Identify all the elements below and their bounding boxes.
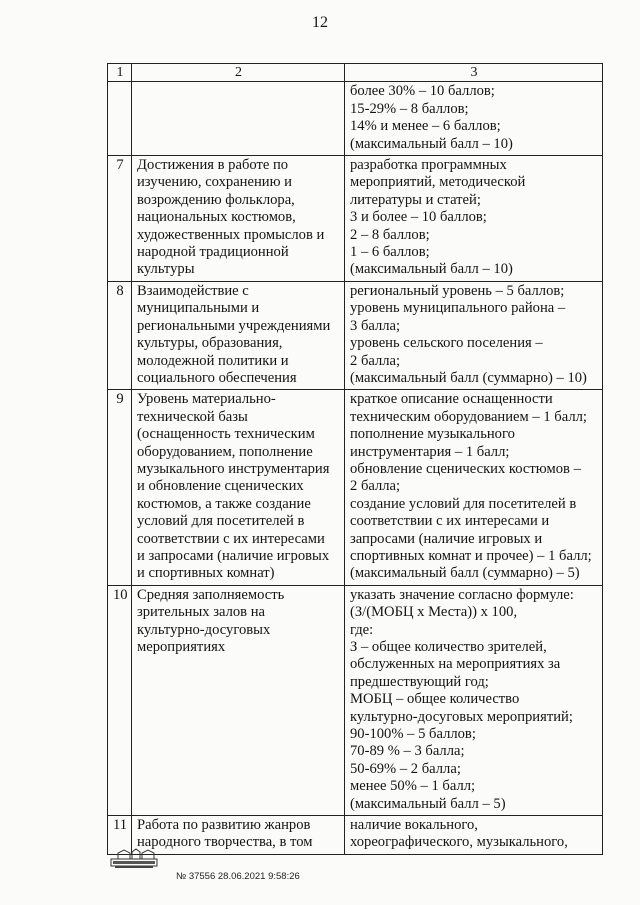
method-cell-line: 2 балла; (350, 478, 401, 495)
method-cell-line: (максимальный балл – 10) (350, 261, 513, 278)
method-cell-line: культурно-досуговых мероприятий; (350, 708, 573, 725)
method-cell-line: инструментария – 1 балл; (350, 443, 510, 460)
criterion-cell-line: и запросами (наличие игровых (137, 547, 330, 564)
table-header-row (108, 64, 603, 82)
criterion-cell-line: зрительных залов на (137, 604, 266, 621)
method-cell-line: указать значение согласно формуле: (350, 586, 574, 603)
method-cell-line: (максимальный балл – 10) (350, 135, 513, 152)
method-cell-line: 2 – 8 баллов; (350, 226, 430, 243)
method-cell-line: 14% и менее – 6 баллов; (350, 118, 501, 135)
row-number: 7 (108, 156, 132, 282)
table-row (108, 816, 603, 855)
criterion-cell-line: культуры, образования, (137, 335, 283, 352)
row-number (108, 82, 132, 156)
method-cell-line: пополнение музыкального (350, 426, 515, 443)
table-row (108, 585, 603, 815)
criterion-cell-line: Средняя заполняемость (137, 586, 285, 603)
criterion-cell-line: музыкального инструментария (137, 460, 330, 477)
criterion-cell-line: мероприятиях (137, 639, 226, 655)
method-cell-line: (максимальный балл (суммарно) – 10) (350, 369, 587, 386)
criterion-cell (132, 585, 345, 815)
method-cell-line: более 30% – 10 баллов; (350, 83, 495, 100)
method-cell-line: 50-69% – 2 балла; (350, 760, 461, 777)
method-cell-line: МОБЦ – общее количество (350, 691, 520, 708)
criterion-cell-line: художественных промыслов и (137, 226, 325, 243)
criterion-cell-line: Работа по развитию жанров (137, 817, 311, 834)
method-cell (345, 585, 603, 815)
method-cell (345, 816, 603, 855)
method-cell-line: 2 балла; (350, 352, 401, 369)
row-number: 10 (108, 585, 132, 815)
method-cell-line: 1 – 6 баллов; (350, 244, 430, 261)
method-cell-line: уровень сельского поселения – (350, 335, 543, 352)
criterion-cell-line: соответствии с их интересами (137, 530, 325, 547)
criterion-cell-line: костюмов, а также создание (137, 495, 311, 512)
document-stamp: № 37556 28.06.2021 9:58:26 (176, 871, 300, 882)
method-cell-line: региональный уровень – 5 баллов; (350, 282, 565, 299)
table-row (108, 390, 603, 585)
header-col-3: 3 (345, 64, 603, 82)
method-cell-line: З – общее количество зрителей, (350, 639, 547, 655)
criterion-cell-line: изучению, сохранению и (137, 174, 292, 191)
method-cell-line: создание условий для посетителей в (350, 495, 577, 512)
method-cell-line: 3 балла; (350, 317, 401, 334)
criterion-cell-line: национальных костюмов, (137, 209, 296, 226)
criterion-cell-line: социального обеспечения (137, 369, 297, 386)
method-cell-line: 70-89 % – 3 балла; (350, 743, 465, 760)
criterion-cell-line: региональными учреждениями (137, 317, 331, 334)
method-cell-line: техническим оборудованием – 1 балл; (350, 408, 587, 425)
criterion-cell-line: (оснащенность техническим (137, 426, 315, 443)
method-cell-line: запросами (наличие игровых и (350, 530, 543, 547)
method-cell (345, 281, 603, 389)
method-cell-line: разработка программных (350, 157, 507, 174)
criterion-cell (132, 82, 345, 156)
method-cell-line: (максимальный балл – 5) (350, 795, 506, 812)
method-cell-line: 15-29% – 8 баллов; (350, 100, 469, 117)
method-cell (345, 390, 603, 585)
criterion-cell-line: культуры (137, 261, 195, 278)
criterion-cell-line: и обновление сценических (137, 478, 304, 495)
criterion-cell-line: Достижения в работе по (137, 157, 289, 174)
criterion-cell-line: и спортивных комнат) (137, 565, 275, 582)
method-cell-line: мероприятий, методической (350, 174, 526, 191)
table-row (108, 82, 603, 156)
method-cell-line: спортивных комнат и прочее) – 1 балл; (350, 547, 592, 564)
method-cell-line: соответствии с их интересами и (350, 513, 550, 530)
criterion-cell-line: муниципальными и (137, 300, 260, 317)
criterion-cell (132, 156, 345, 282)
registry-emblem-icon (110, 847, 158, 869)
method-cell-line: 90-100% – 5 баллов; (350, 726, 476, 743)
criterion-cell-line: культурно-досуговых (137, 621, 271, 638)
criterion-cell-line: условий для посетителей в (137, 513, 305, 530)
method-cell-line: 3 и более – 10 баллов; (350, 209, 487, 226)
method-cell-line: хореографического, музыкального, (350, 834, 568, 851)
table-row (108, 156, 603, 282)
criterion-cell-line: народного творчества, в том (137, 834, 313, 851)
method-cell-line: обновление сценических костюмов – (350, 460, 581, 477)
method-cell (345, 82, 603, 156)
criterion-cell-line: возрождению фольклора, (137, 191, 295, 208)
method-cell-line: обслуженных на мероприятиях за (350, 656, 561, 673)
method-cell-line: (З/(МОБЦ х Места)) х 100, (350, 604, 518, 621)
criterion-cell-line: Уровень материально- (137, 391, 276, 408)
criterion-cell-line: народной традиционной (137, 244, 289, 261)
row-number: 8 (108, 281, 132, 389)
method-cell-line: предшествующий год; (350, 673, 489, 690)
row-number: 11 (108, 816, 132, 855)
method-cell-line: краткое описание оснащенности (350, 391, 553, 408)
method-cell-line: литературы и статей; (350, 191, 481, 208)
criteria-table (107, 63, 603, 855)
method-cell-line: (максимальный балл (суммарно) – 5) (350, 565, 580, 582)
row-number: 9 (108, 390, 132, 585)
header-col-2: 2 (132, 64, 345, 82)
criterion-cell (132, 816, 345, 855)
header-col-1: 1 (108, 64, 132, 82)
method-cell-line: где: (350, 621, 374, 638)
method-cell (345, 156, 603, 282)
criterion-cell (132, 281, 345, 389)
criterion-cell-line: Взаимодействие с (137, 282, 249, 299)
method-cell-line: уровень муниципального района – (350, 300, 566, 317)
criterion-cell-line: оборудованием, пополнение (137, 443, 313, 460)
criterion-cell-line: технической базы (137, 408, 248, 425)
criterion-cell-line: молодежной политики и (137, 352, 289, 369)
method-cell-line: менее 50% – 1 балл; (350, 778, 476, 795)
table-row (108, 281, 603, 389)
criterion-cell (132, 390, 345, 585)
method-cell-line: наличие вокального, (350, 817, 478, 834)
page-number: 12 (312, 14, 328, 31)
